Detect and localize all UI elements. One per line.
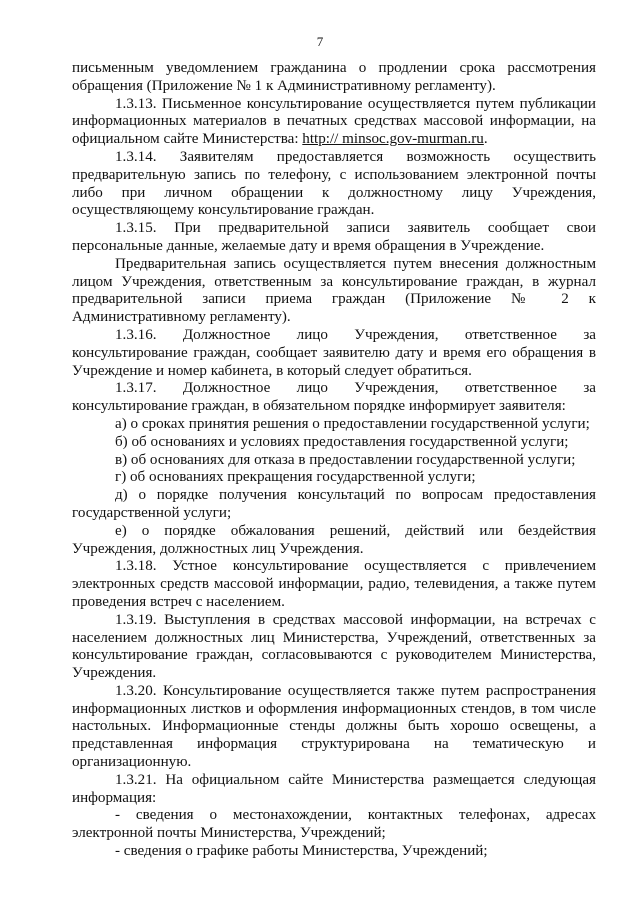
paragraph-text: 1.3.13. Письменное консультирование осуществляется путем публикации информационных материалов в печатных средствах массовой информации, на официальном сайте Министерства: bbox=[72, 95, 596, 148]
paragraph-continuation: письменным уведомлением гражданина о продлении срока рассмотрения обращения (Приложение № 1 к Административному регламенту). bbox=[72, 60, 596, 94]
paragraph-1-3-14: 1.3.14. Заявителям предоставляется возможность осуществить предварительную запись по телефону, с использованием электронной почты либо при личном обращении к должностному лицу Учреждения, осуществляющему консультирование граждан. bbox=[72, 148, 596, 219]
paragraph-1-3-18: 1.3.18. Устное консультирование осуществляется с привлечением электронных средств массовой информации, радио, телевидения, а также путем проведения встреч с населением. bbox=[72, 558, 596, 610]
paragraph-1-3-15: 1.3.15. При предварительной записи заявитель сообщает свои персональные данные, желаемые дату и время обращения в Учреждение. bbox=[72, 220, 596, 254]
list-item-v: в) об основаниях для отказа в предоставлении государственной услуги; bbox=[115, 451, 576, 468]
paragraph-1-3-17: 1.3.17. Должностное лицо Учреждения, ответственное за консультирование граждан, в обязательном порядке информирует заявителя: bbox=[72, 380, 596, 415]
list-item-schedule: - сведения о графике работы Министерства, Учреждений; bbox=[115, 843, 488, 860]
ministry-website-link[interactable]: http:// minsoc.gov-murman.ru bbox=[302, 131, 484, 148]
paragraph-1-3-19: 1.3.19. Выступления в средствах массовой информации, на встречах с населением должностных лиц Министерства, Учреждений, ответственных за консультирование граждан, согласовываются с руководителем Министерства, Учреждения. bbox=[72, 611, 596, 682]
paragraph-preliminary-record: Предварительная запись осуществляется путем внесения должностным лицом Учреждения, ответственным за консультирование граждан, в журнал предварительной записи приема граждан (Приложение № 2 к Административному регламенту). bbox=[72, 255, 596, 326]
list-item-e: е) о порядке обжалования решений, действий или бездействия Учреждения, должностных лиц Учреждения. bbox=[72, 522, 596, 557]
paragraph-1-3-13 bbox=[72, 96, 596, 149]
list-item-d: д) о порядке получения консультаций по вопросам предоставления государственной услуги; bbox=[72, 487, 596, 521]
paragraph-1-3-20: 1.3.20. Консультирование осуществляется также путем распространения информационных листков и оформления информационных стендов, в том числе настольных. Информационные стенды должны быть хорошо освещены, а представленная информация структурирована на тематическую и организационную. bbox=[72, 682, 596, 771]
paragraph-1-3-16: 1.3.16. Должностное лицо Учреждения, ответственное за консультирование граждан, сообщает заявителю дату и время его обращения в Учреждение и номер кабинета, в который следует обратиться. bbox=[72, 326, 596, 379]
paragraph-end: . bbox=[483, 131, 488, 148]
list-item-b: б) об основаниях и условиях предоставления государственной услуги; bbox=[115, 433, 569, 450]
document-body bbox=[72, 60, 596, 861]
page-number: 7 bbox=[316, 34, 324, 49]
list-item-location: - сведения о местонахождении, контактных телефонах, адресах электронной почты Министерства, Учреждений; bbox=[72, 807, 596, 842]
list-item-g: г) об основаниях прекращения государственной услуги; bbox=[115, 469, 476, 486]
paragraph-1-3-21: 1.3.21. На официальном сайте Министерства размещается следующая информация: bbox=[72, 771, 596, 806]
list-item-a: а) о сроках принятия решения о предоставлении государственной услуги; bbox=[115, 415, 590, 432]
